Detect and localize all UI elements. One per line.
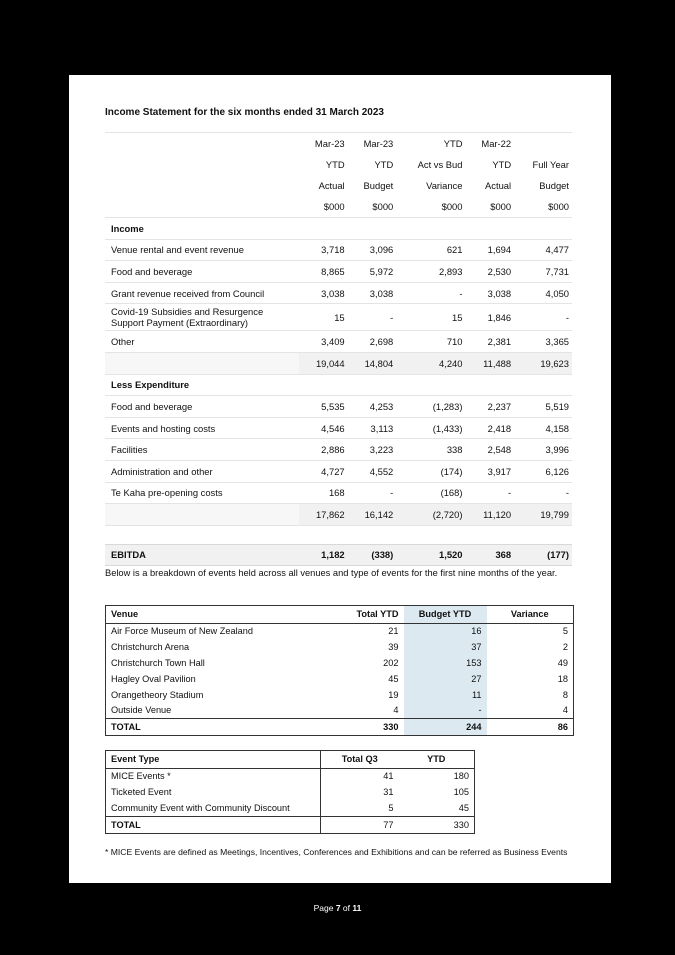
row-label: EBITDA	[105, 544, 299, 565]
header-cell: Event Type	[106, 751, 321, 769]
cell: 621	[396, 239, 465, 261]
cell: 4	[562, 705, 568, 716]
header-cell: Full Year	[532, 159, 569, 170]
venue-table	[105, 605, 574, 736]
cell: 4,546	[299, 417, 348, 439]
table-row	[105, 239, 572, 261]
cell: 3,365	[514, 331, 572, 353]
table-row	[105, 331, 572, 353]
cell: Orangetheory Stadium	[111, 689, 204, 700]
cell: 41	[321, 768, 399, 784]
header-cell: $000	[323, 201, 345, 212]
cell: 45	[388, 673, 399, 684]
table-row	[105, 396, 572, 418]
table-row	[105, 482, 572, 504]
cell: 21	[388, 626, 399, 637]
table-row	[106, 702, 574, 718]
cell: 11,120	[465, 504, 514, 526]
cell: 31	[321, 784, 399, 800]
table-header-row	[106, 751, 475, 769]
cell: 17,862	[299, 504, 348, 526]
header-cell: $000	[441, 201, 463, 212]
header-cell: $000	[548, 201, 569, 212]
header-cell: YTD	[325, 159, 345, 170]
ebitda-row	[105, 544, 572, 565]
cell: -	[404, 702, 487, 718]
cell: 8	[562, 689, 568, 700]
cell: 710	[396, 331, 465, 353]
income-subtotal-row	[105, 352, 572, 374]
header-cell: YTD	[492, 159, 512, 170]
footnote: * MICE Events are defined as Meetings, Incentives, Conferences and Exhibitions and can be referred as Business Events	[105, 847, 568, 857]
cell: 3,038	[299, 282, 348, 304]
header-cell: Mar-23	[299, 133, 348, 155]
header-cell: Variance	[487, 606, 574, 624]
header-cell: Variance	[426, 180, 463, 191]
cell: 3,996	[514, 439, 572, 461]
cell: 2	[562, 642, 568, 653]
cell: 37	[404, 639, 487, 655]
header-cell: Total Q3	[321, 751, 399, 769]
cell: 11	[404, 687, 487, 703]
header-cell: YTD	[396, 133, 465, 155]
cell: (1,283)	[396, 396, 465, 418]
cell: -	[348, 482, 397, 504]
cell: -	[514, 304, 572, 331]
table-row	[106, 687, 574, 703]
cell: (168)	[396, 482, 465, 504]
table-row	[105, 261, 572, 283]
table-row	[106, 768, 475, 784]
cell: -	[514, 482, 572, 504]
table-row	[106, 639, 574, 655]
cell: 18	[557, 673, 568, 684]
table-row	[105, 304, 572, 331]
cell: 4,477	[514, 239, 572, 261]
row-label: Food and beverage	[105, 396, 299, 418]
spacer-row	[105, 525, 572, 544]
cell: 19,799	[514, 504, 572, 526]
cell: 1,520	[396, 544, 465, 565]
cell: 2,381	[465, 331, 514, 353]
section-label: Income	[105, 218, 299, 240]
row-label: Other	[105, 331, 299, 353]
header-cell: $000	[372, 201, 394, 212]
cell: 2,548	[465, 439, 514, 461]
header-cell: $000	[490, 201, 512, 212]
cell: 3,113	[348, 417, 397, 439]
cell: 16	[404, 623, 487, 639]
breakdown-paragraph: Below is a breakdown of events held across all venues and type of events for the first nine months of the year.	[105, 568, 558, 578]
cell: 2,418	[465, 417, 514, 439]
cell: 4,253	[348, 396, 397, 418]
table-row	[106, 800, 475, 816]
cell: (177)	[514, 544, 572, 565]
cell: 3,409	[299, 331, 348, 353]
cell: 244	[404, 719, 487, 736]
cell: -	[348, 304, 397, 331]
page-title: Income Statement for the six months ended 31 March 2023	[105, 107, 384, 118]
cell: 368	[465, 544, 514, 565]
cell: -	[465, 482, 514, 504]
cell: -	[396, 282, 465, 304]
cell: 19,044	[299, 352, 348, 374]
cell: 7,731	[514, 261, 572, 283]
cell: TOTAL	[106, 719, 336, 736]
cell: 3,718	[299, 239, 348, 261]
section-heading-expenditure	[105, 374, 572, 396]
cell: 2,893	[396, 261, 465, 283]
table-row	[106, 655, 574, 671]
cell: 15	[396, 304, 465, 331]
header-cell: Mar-23	[348, 133, 397, 155]
expenditure-subtotal-row	[105, 504, 572, 526]
cell: (1,433)	[396, 417, 465, 439]
cell: 4,240	[396, 352, 465, 374]
cell: 180	[453, 771, 469, 782]
page-number-current: 7	[335, 903, 341, 913]
cell: 27	[404, 671, 487, 687]
section-heading-income	[105, 218, 572, 240]
cell: 5,519	[514, 396, 572, 418]
cell: Christchurch Town Hall	[111, 657, 205, 668]
table-row	[106, 784, 475, 800]
cell: 6,126	[514, 460, 572, 482]
cell: 39	[388, 642, 399, 653]
cell: 45	[458, 802, 469, 813]
cell: (2,720)	[396, 504, 465, 526]
header-cell: Mar-22	[465, 133, 514, 155]
header-row	[105, 196, 572, 218]
header-cell: Actual	[485, 180, 512, 191]
table-header-row	[106, 606, 574, 624]
header-cell: Actual	[318, 180, 345, 191]
cell: 16,142	[348, 504, 397, 526]
row-label: Administration and other	[105, 460, 299, 482]
cell: MICE Events *	[111, 771, 171, 782]
cell: 4,727	[299, 460, 348, 482]
row-label: Venue rental and event revenue	[105, 239, 299, 261]
cell: Hagley Oval Pavilion	[111, 673, 196, 684]
cell: 3,038	[348, 282, 397, 304]
event-type-table	[105, 750, 475, 834]
cell: 14,804	[348, 352, 397, 374]
cell: 5,972	[348, 261, 397, 283]
cell: (338)	[348, 544, 397, 565]
header-row	[105, 154, 572, 175]
cell: 338	[396, 439, 465, 461]
cell: 77	[321, 816, 399, 833]
cell: 202	[383, 657, 399, 668]
cell: 105	[453, 787, 469, 798]
total-row	[106, 816, 475, 833]
cell: Ticketed Event	[111, 787, 172, 798]
cell: 3,096	[348, 239, 397, 261]
table-row	[105, 417, 572, 439]
cell: 2,237	[465, 396, 514, 418]
document-page	[69, 75, 611, 883]
table-row	[105, 282, 572, 304]
cell: 2,530	[465, 261, 514, 283]
cell: 1,694	[465, 239, 514, 261]
header-cell: Venue	[106, 606, 336, 624]
header-cell: Budget YTD	[404, 606, 487, 624]
cell: 1,846	[465, 304, 514, 331]
cell: 2,886	[299, 439, 348, 461]
row-label: Te Kaha pre-opening costs	[105, 482, 299, 504]
cell: 4,158	[514, 417, 572, 439]
income-statement-table	[105, 132, 572, 566]
cell: Air Force Museum of New Zealand	[111, 626, 253, 637]
cell: 8,865	[299, 261, 348, 283]
cell: 4,050	[514, 282, 572, 304]
table-row	[105, 439, 572, 461]
cell: 15	[299, 304, 348, 331]
page-number-of: of	[340, 903, 353, 913]
cell: 3,223	[348, 439, 397, 461]
header-cell: Act vs Bud	[417, 159, 463, 170]
cell: 168	[299, 482, 348, 504]
header-cell: Budget	[363, 180, 394, 191]
cell: 86	[487, 719, 574, 736]
cell: 1,182	[299, 544, 348, 565]
cell: 5	[562, 626, 568, 637]
cell: 4	[393, 705, 399, 716]
cell: Community Event with Community Discount	[111, 802, 290, 813]
total-row	[106, 719, 574, 736]
cell: 11,488	[465, 352, 514, 374]
table-row	[106, 671, 574, 687]
section-label: Less Expenditure	[105, 374, 299, 396]
row-label: Food and beverage	[105, 261, 299, 283]
header-cell	[514, 133, 572, 155]
table-row	[105, 460, 572, 482]
cell: Outside Venue	[111, 705, 172, 716]
cell: 2,698	[348, 331, 397, 353]
table-row	[106, 623, 574, 639]
header-cell: Budget	[539, 180, 569, 191]
cell: 19	[388, 689, 399, 700]
page-number	[0, 903, 675, 913]
cell: 19,623	[514, 352, 572, 374]
header-row	[105, 175, 572, 196]
cell: 3,917	[465, 460, 514, 482]
header-row	[105, 133, 572, 155]
cell: 330	[336, 719, 404, 736]
row-label: Grant revenue received from Council	[105, 282, 299, 304]
cell: 153	[404, 655, 487, 671]
cell: Christchurch Arena	[111, 642, 190, 653]
cell: 330	[399, 816, 475, 833]
header-cell: YTD	[374, 159, 394, 170]
cell: 4,552	[348, 460, 397, 482]
cell: (174)	[396, 460, 465, 482]
header-cell: Total YTD	[336, 606, 404, 624]
row-label: Facilities	[105, 439, 299, 461]
header-cell: YTD	[399, 751, 475, 769]
cell: 5	[321, 800, 399, 816]
cell: TOTAL	[106, 816, 321, 833]
row-label: Events and hosting costs	[105, 417, 299, 439]
row-label: Covid-19 Subsidies and Resurgence Support Payment (Extraordinary)	[105, 304, 299, 331]
cell: 49	[557, 657, 568, 668]
page-number-total: 11	[352, 903, 362, 913]
cell: 5,535	[299, 396, 348, 418]
page-number-prefix: Page	[313, 903, 336, 913]
cell: 3,038	[465, 282, 514, 304]
